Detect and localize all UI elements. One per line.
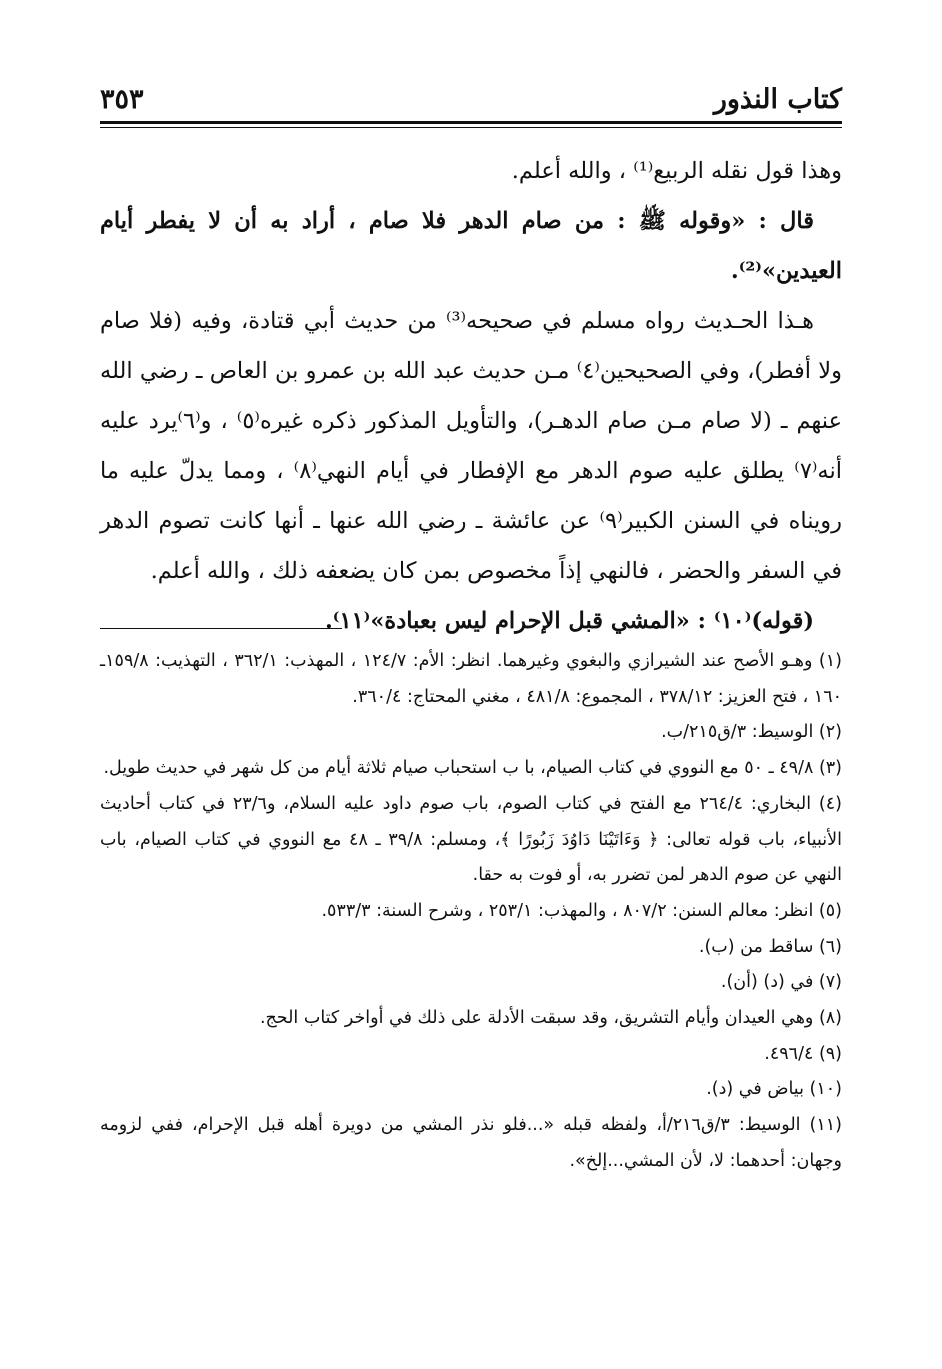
footnote-separator bbox=[100, 628, 342, 629]
footnote: (٦) ساقط من (ب). bbox=[698, 936, 842, 957]
header-rule-thin bbox=[100, 127, 842, 128]
footnote: (٢) الوسيط: ٣/ق٢١٥/ب. bbox=[661, 722, 842, 743]
quote-line: قال : «وقوله ﷺ : من صام الدهر فلا صام ، أراد به أن لا يفطر أيام العيدين»⁽²⁾. bbox=[100, 208, 842, 284]
paragraph: هـذا الحـديث رواه مسلم في صحيحه⁽³⁾ من حديث أبي قتادة، وفيه (فلا صام ولا أفطر)، وفي الصحيحين⁽٤⁾ مـن حديث عبد الله بن عمرو بن العاص ـ رضي الله عنهم ـ (لا صام مـن صام الدهـر)، والتأويل المذكور ذكره غيره⁽٥⁾ ، و⁽٦⁾يرد عليه أنه⁽٧⁾ يطلق عليه صوم الدهر مع الإفطار في أيام النهي⁽٨⁾ ، ومما يدلّ عليه ما رويناه في السنن الكبير⁽٩⁾ عن عائشة ـ رضي الله عنها ـ أنها كانت تصوم الدهر في السفر والحضر ، فالنهي إذاً مخصوص بمن كان يضعفه ذلك ، والله أعلم. bbox=[100, 308, 843, 584]
header-rule-thick bbox=[100, 121, 842, 124]
quote-line: (قوله)⁽١٠⁾ : «المشي قبل الإحرام ليس بعبادة»⁽١١⁾. bbox=[324, 608, 814, 634]
footnote: (١١) الوسيط: ٣/ق٢١٦/أ، ولفظه قبله «...فلو نذر المشي من دويرة أهله قبل الإحرام، ففي لزومه وجهان: أحدهما: لا، لأن المشي...إلخ». bbox=[100, 1115, 842, 1171]
page-header bbox=[100, 84, 842, 120]
footnote: (٥) انظر: معالم السنن: ٨٠٧/٢ ، والمهذب: ٢٥٣/١ ، وشرح السنة: ٥٣٣/٣. bbox=[321, 900, 842, 921]
footnote: (١٠) بياض في (د). bbox=[706, 1079, 842, 1100]
main-text bbox=[100, 146, 842, 646]
text-line: وهذا قول نقله الربيع⁽¹⁾ ، والله أعلم. bbox=[511, 158, 842, 184]
running-title: كتاب النذور bbox=[713, 84, 842, 115]
footnotes bbox=[100, 644, 842, 1180]
footnote: (٧) في (د) (أن). bbox=[720, 972, 842, 993]
footnote: (٣) ٤٩/٨ ـ ٥٠ مع النووي في كتاب الصيام، با ب استحباب صيام ثلاثة أيام من كل شهر في حديث طويل. bbox=[103, 758, 842, 779]
page-number: ٣٥٣ bbox=[100, 84, 144, 115]
footnote: (١) وهـو الأصح عند الشيرازي والبغوي وغيرهما. انظر: الأم: ١٢٤/٧ ، المهذب: ٣٦٢/١ ، التهذيب: ١٥٩/٨ـ ١٦٠ ، فتح العزيز: ٣٧٨/١٢ ، المجموع: ٤٨١/٨ ، مغني المحتاج: ٣٦٠/٤. bbox=[100, 651, 842, 707]
footnote: (٨) وهي العيدان وأيام التشريق، وقد سبقت الأدلة على ذلك في أواخر كتاب الحج. bbox=[259, 1008, 842, 1029]
footnote: (٩) ٤٩٦/٤. bbox=[764, 1043, 842, 1064]
footnote: (٤) البخاري: ٢٦٤/٤ مع الفتح في كتاب الصوم، باب صوم داود عليه السلام، و٢٣/٦ في كتاب أحاديث الأنبياء، باب قوله تعالى: ﴿ وَءَاتَيْنَا دَاوُدَ زَبُورًا ﴾، ومسلم: ٣٩/٨ ـ ٤٨ مع النووي في كتاب الصيام، باب النهي عن صوم الدهر لمن تضرر به، أو فوت به حقا. bbox=[100, 793, 842, 886]
